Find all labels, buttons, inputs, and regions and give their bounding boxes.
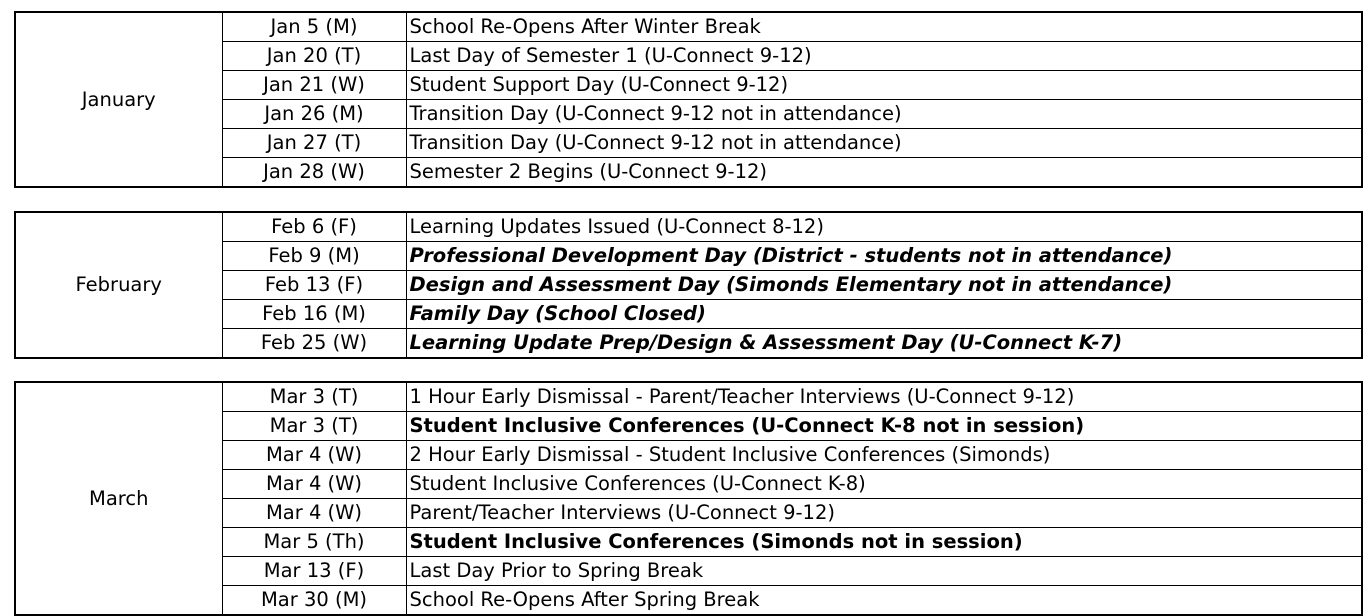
event-description: Transition Day (U-Connect 9-12 not in attendance) <box>406 129 1362 158</box>
event-date: Mar 4 (W) <box>222 441 406 470</box>
event-date: Mar 5 (Th) <box>222 528 406 557</box>
january-table <box>14 11 1363 188</box>
event-description: Parent/Teacher Interviews (U-Connect 9-12) <box>406 499 1362 528</box>
month-label: March <box>15 382 222 615</box>
event-description: Semester 2 Begins (U-Connect 9-12) <box>406 158 1362 188</box>
event-description: Learning Update Prep/Design & Assessment Day (U-Connect K-7) <box>406 329 1362 359</box>
event-date: Jan 20 (T) <box>222 42 406 71</box>
event-date: Jan 21 (W) <box>222 71 406 100</box>
event-description: Student Support Day (U-Connect 9-12) <box>406 71 1362 100</box>
event-description: School Re-Opens After Spring Break <box>406 586 1362 616</box>
event-description: Student Inclusive Conferences (U-Connect K-8) <box>406 470 1362 499</box>
event-description: Student Inclusive Conferences (U-Connect K-8 not in session) <box>406 412 1362 441</box>
event-description: Design and Assessment Day (Simonds Elementary not in attendance) <box>406 271 1362 300</box>
event-description: School Re-Opens After Winter Break <box>406 12 1362 42</box>
event-date: Feb 9 (M) <box>222 242 406 271</box>
event-date: Jan 27 (T) <box>222 129 406 158</box>
event-description: 2 Hour Early Dismissal - Student Inclusive Conferences (Simonds) <box>406 441 1362 470</box>
month-label: January <box>15 12 222 187</box>
event-description: 1 Hour Early Dismissal - Parent/Teacher Interviews (U-Connect 9-12) <box>406 382 1362 412</box>
table-row <box>15 212 1362 242</box>
event-date: Mar 13 (F) <box>222 557 406 586</box>
february-table <box>14 211 1363 359</box>
event-description: Last Day of Semester 1 (U-Connect 9-12) <box>406 42 1362 71</box>
event-description: Professional Development Day (District - students not in attendance) <box>406 242 1362 271</box>
event-date: Jan 26 (M) <box>222 100 406 129</box>
event-date: Mar 3 (T) <box>222 382 406 412</box>
event-description: Last Day Prior to Spring Break <box>406 557 1362 586</box>
event-description: Transition Day (U-Connect 9-12 not in attendance) <box>406 100 1362 129</box>
event-date: Feb 6 (F) <box>222 212 406 242</box>
event-date: Mar 4 (W) <box>222 499 406 528</box>
table-row <box>15 382 1362 412</box>
event-date: Feb 25 (W) <box>222 329 406 359</box>
event-description: Family Day (School Closed) <box>406 300 1362 329</box>
event-date: Jan 28 (W) <box>222 158 406 188</box>
march-table <box>14 381 1363 616</box>
event-date: Feb 16 (M) <box>222 300 406 329</box>
event-date: Jan 5 (M) <box>222 12 406 42</box>
event-date: Mar 4 (W) <box>222 470 406 499</box>
table-row <box>15 12 1362 42</box>
event-date: Mar 30 (M) <box>222 586 406 616</box>
event-date: Feb 13 (F) <box>222 271 406 300</box>
event-description: Student Inclusive Conferences (Simonds not in session) <box>406 528 1362 557</box>
month-label: February <box>15 212 222 358</box>
event-description: Learning Updates Issued (U-Connect 8-12) <box>406 212 1362 242</box>
event-date: Mar 3 (T) <box>222 412 406 441</box>
